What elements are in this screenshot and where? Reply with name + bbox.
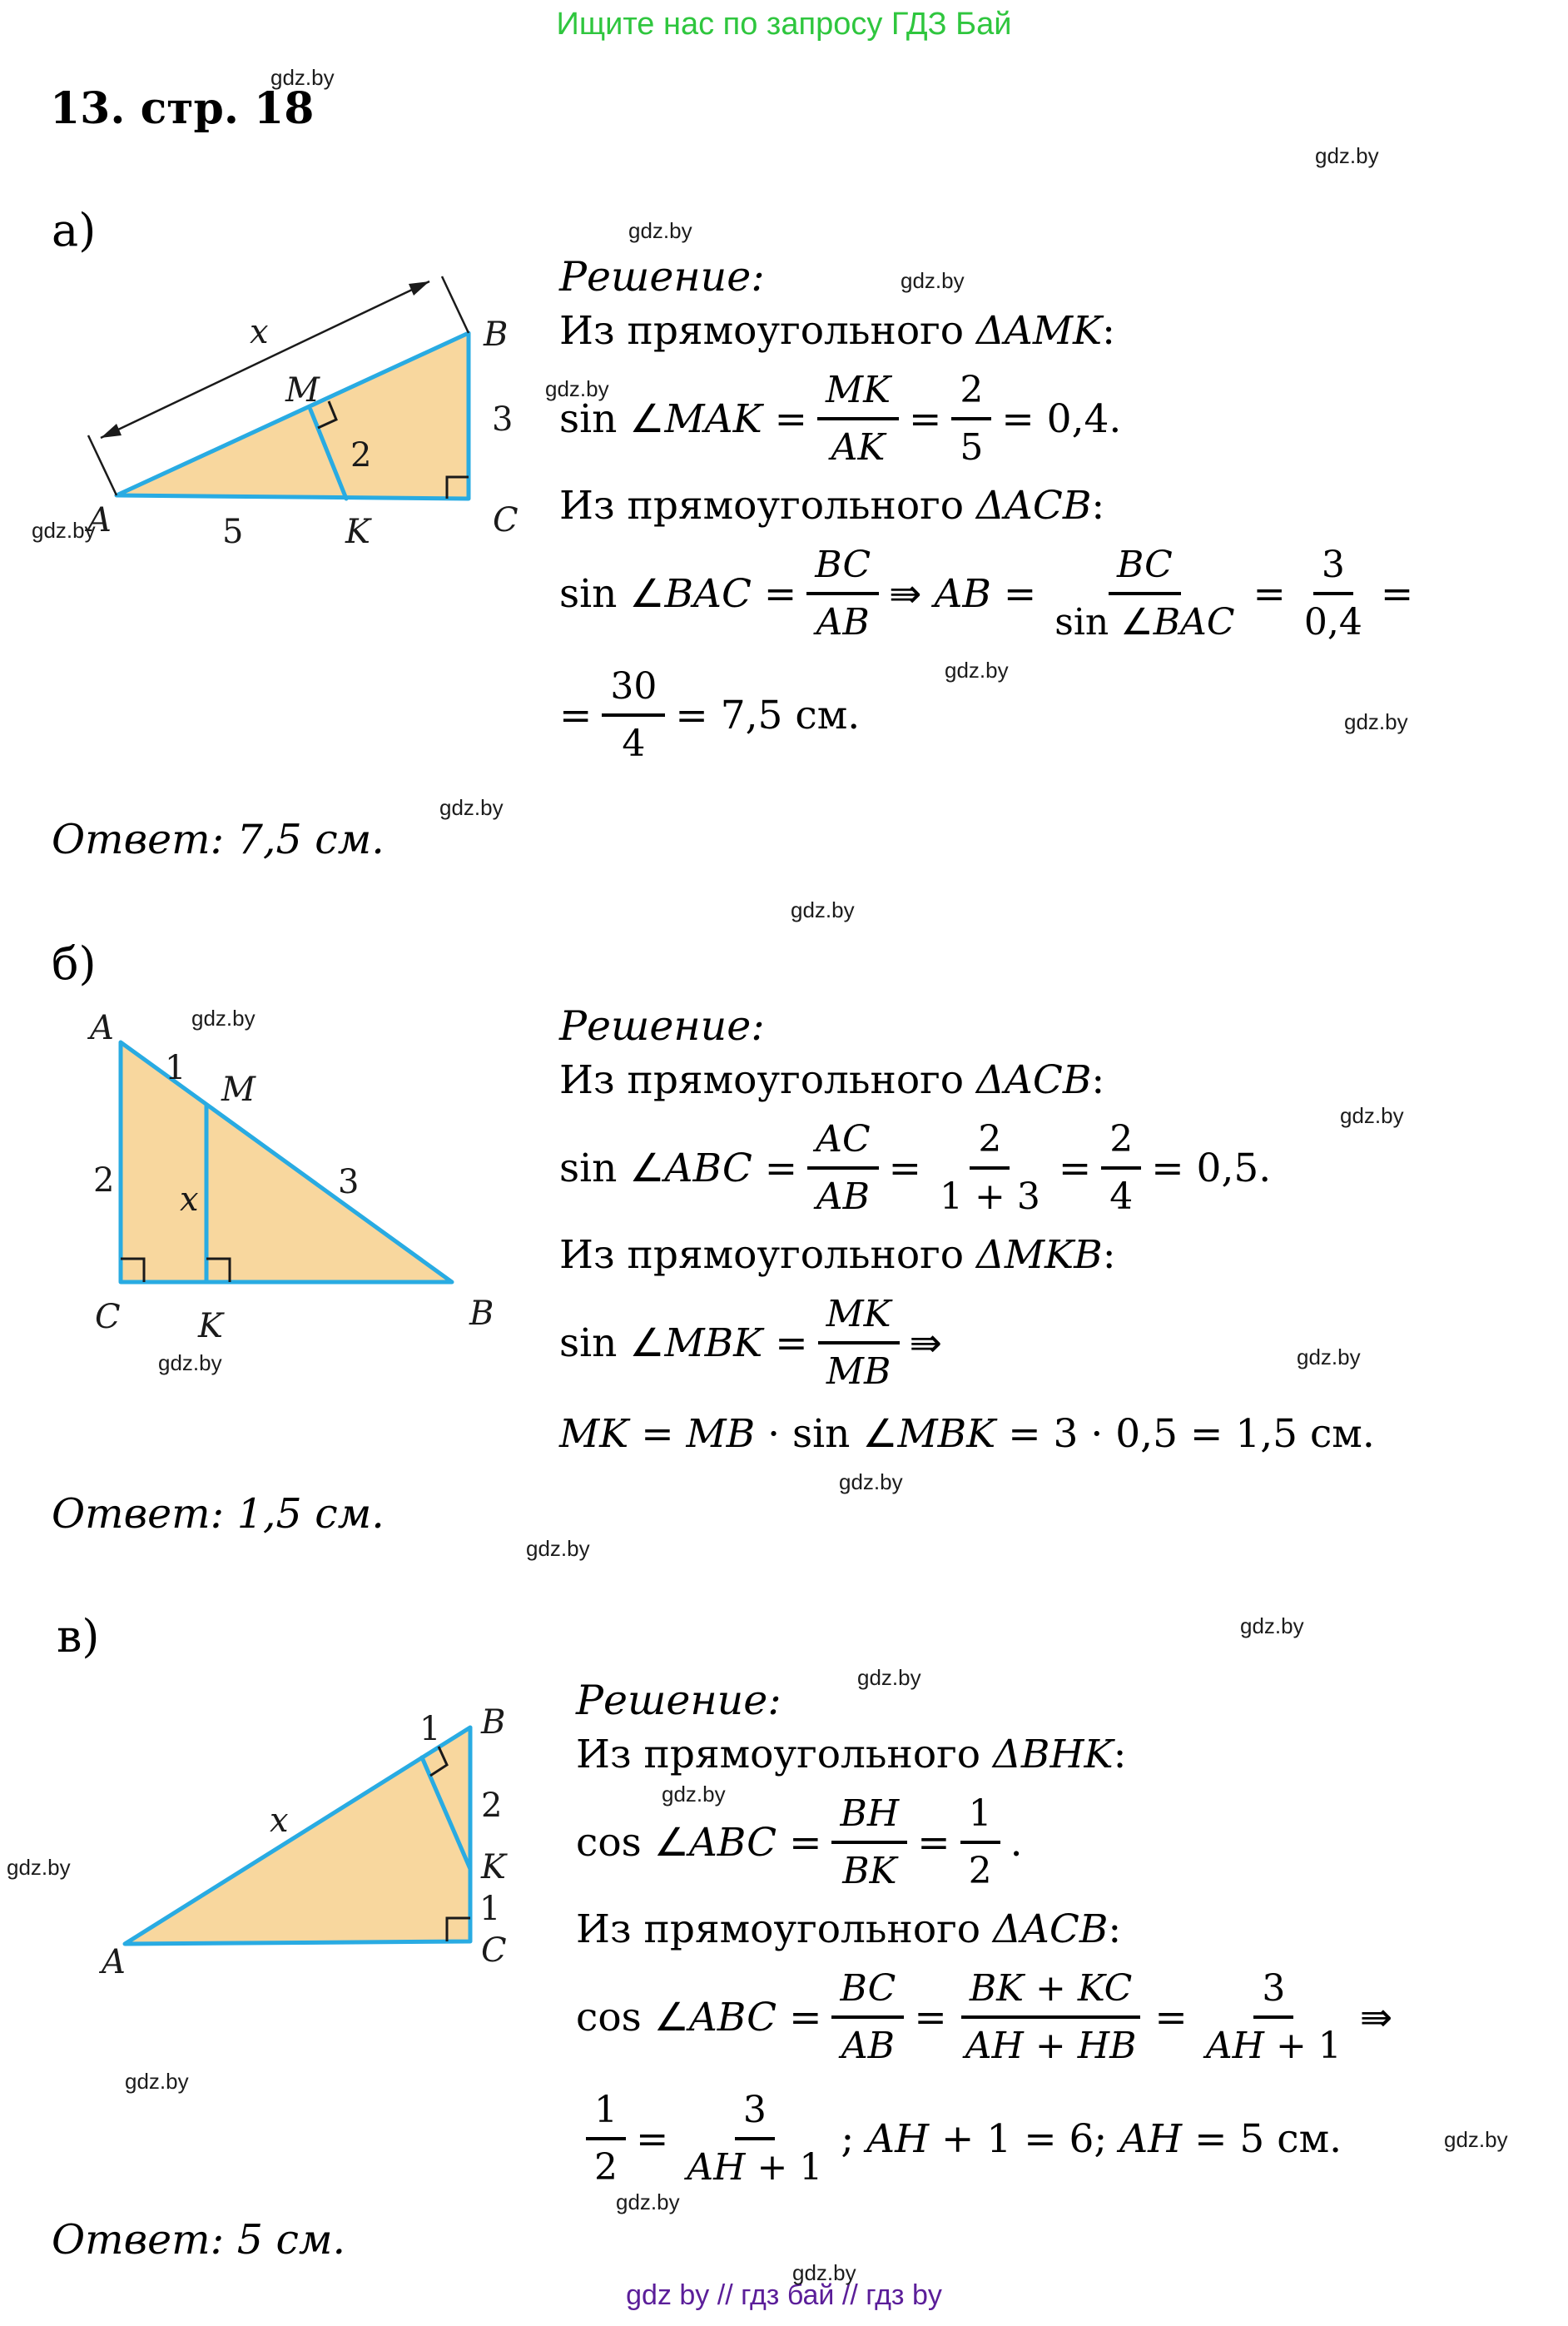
math-symbol: ∠ <box>629 1320 665 1366</box>
diagram-label: K <box>345 513 370 551</box>
fraction-denominator: 4 <box>1109 1175 1134 1218</box>
fraction <box>818 1294 900 1393</box>
fraction-denominator: 2 <box>594 2146 618 2189</box>
diagram-label: 1 <box>419 1710 441 1748</box>
fraction-denominator: 0,4 <box>1303 601 1362 644</box>
solution-formula-line <box>559 654 1558 776</box>
fraction-denominator: MB <box>826 1350 891 1393</box>
diagram-label: A <box>102 1943 126 1981</box>
gdz-watermark: gdz.by <box>1240 1613 1304 1638</box>
diagram-a-triangle <box>79 271 519 553</box>
diagram-b-svg <box>75 999 524 1349</box>
solution-a <box>559 250 1558 776</box>
fraction <box>678 2090 831 2189</box>
fraction-denominator: AB <box>816 601 870 644</box>
diagram-label: 5 <box>222 513 244 551</box>
diagram-v-triangle <box>83 1698 533 1985</box>
solution-heading: Решение: <box>559 253 765 301</box>
fraction <box>951 370 991 469</box>
formula-token: = <box>908 395 942 442</box>
math-symbol: ∠ <box>653 1994 689 2040</box>
diagram-label: C <box>493 501 519 539</box>
math-symbol: ⇛ <box>909 1320 942 1366</box>
solution-text-line: Из прямоугольного ΔACB: <box>576 1906 1122 1952</box>
answer-b: Ответ: 1,5 см. <box>52 1490 385 1538</box>
diagram-label: B <box>484 316 509 354</box>
section-v-label: в) <box>57 1610 100 1662</box>
fraction-numerator: BC <box>806 544 879 595</box>
diagram-label: 2 <box>481 1787 503 1825</box>
gdz-watermark: gdz.by <box>158 1350 222 1375</box>
fraction-numerator: 3 <box>1313 544 1353 595</box>
formula-token: sin ∠ABC = <box>559 1145 798 1191</box>
diagram-label: 2 <box>350 436 372 475</box>
gdz-watermark: gdz.by <box>1344 709 1408 734</box>
gdz-watermark: gdz.by <box>792 2260 856 2285</box>
formula-token: ⇛ AB = <box>889 570 1037 617</box>
gdz-watermark: gdz.by <box>1444 2127 1508 2152</box>
diagram-label: x <box>180 1180 199 1219</box>
math-symbol: ∠ <box>629 1145 665 1191</box>
fraction-denominator: AH + 1 <box>1205 2025 1342 2067</box>
fraction <box>931 1119 1049 1218</box>
gdz-watermark: gdz.by <box>526 1536 590 1561</box>
math-symbol: ∠ <box>629 570 665 617</box>
fraction-numerator: MK <box>817 370 899 420</box>
gdz-watermark: gdz.by <box>125 2069 189 2094</box>
fraction-denominator: 1 + 3 <box>940 1175 1040 1218</box>
formula-token: = 7,5 см. <box>675 692 861 738</box>
formula-token: . <box>1010 1819 1023 1866</box>
triangle-abc <box>117 333 469 499</box>
fraction <box>586 2090 626 2189</box>
fraction <box>806 544 879 644</box>
solution-text-line: Из прямоугольного ΔBHK: <box>576 1732 1127 1777</box>
solution-formula-line <box>576 2078 1568 2199</box>
formula-token <box>1360 1995 1392 2040</box>
fraction <box>1046 544 1243 644</box>
fraction-numerator: 2 <box>1101 1119 1141 1170</box>
formula-token: = <box>636 2115 669 2162</box>
page-title: 13. стр. 18 <box>50 83 315 134</box>
fraction-numerator: BC <box>1109 544 1181 595</box>
diagram-label: 3 <box>492 400 514 439</box>
diagram-label: x <box>250 313 269 351</box>
formula-token: = <box>888 1145 922 1191</box>
gdz-watermark: gdz.by <box>270 65 335 90</box>
solution-formula-line <box>576 1956 1568 2078</box>
diagram-label: B <box>469 1295 494 1333</box>
diagram-label: 1 <box>165 1049 186 1087</box>
fraction-numerator: BK + KC <box>961 1968 1140 2019</box>
arrowhead-right <box>409 281 429 296</box>
diagram-label: x <box>270 1802 289 1840</box>
fraction <box>1296 544 1371 644</box>
fraction-numerator: BC <box>831 1968 904 2019</box>
fraction-numerator: MK <box>818 1294 900 1344</box>
gdz-watermark: gdz.by <box>616 2189 680 2214</box>
solution-text-line: Из прямоугольного ΔAMK: <box>559 308 1115 354</box>
solution-b <box>559 999 1558 1464</box>
diagram-a-svg <box>79 271 519 551</box>
math-symbol: ∠ <box>862 1410 898 1457</box>
math-symbol: ∠ <box>629 395 665 442</box>
diagram-b-triangle <box>75 999 524 1352</box>
solution-heading: Решение: <box>559 1002 765 1050</box>
gdz-watermark: gdz.by <box>662 1782 726 1807</box>
solution-formula-line <box>559 1107 1558 1229</box>
fraction-denominator: BK <box>842 1850 897 1892</box>
solution-text-line: Из прямоугольного ΔACB: <box>559 1057 1105 1103</box>
diagram-v-svg <box>83 1698 533 1981</box>
fraction-numerator: 1 <box>960 1793 1000 1844</box>
fraction <box>831 1968 904 2067</box>
fraction-denominator: 5 <box>960 426 984 469</box>
formula-token: sin ∠BAC = <box>559 570 797 617</box>
solution-text-line: Из прямоугольного ΔACB: <box>559 483 1105 529</box>
gdz-watermark: gdz.by <box>1297 1344 1361 1369</box>
solution-formula-line <box>559 358 1558 480</box>
diagram-label: K <box>481 1848 506 1886</box>
gdz-watermark: gdz.by <box>901 268 965 293</box>
formula-token: MK = MB · sin ∠MBK = 3 · 0,5 = 1,5 см. <box>559 1410 1375 1457</box>
gdz-watermark: gdz.by <box>7 1855 71 1880</box>
diagram-label: M <box>221 1071 256 1109</box>
formula-token: cos ∠ABC = <box>576 1819 822 1866</box>
arrowhead-left <box>101 424 122 438</box>
footer-links: gdz by // гдз бай // гдз by <box>626 2279 942 2311</box>
gdz-watermark: gdz.by <box>1315 143 1379 168</box>
diagram-label: 2 <box>93 1161 115 1200</box>
fraction-denominator: AH + 1 <box>687 2146 823 2189</box>
answer-a: Ответ: 7,5 см. <box>52 816 385 863</box>
formula-token: = 0,5. <box>1151 1145 1272 1191</box>
fraction-numerator: 2 <box>951 370 991 420</box>
tick-at-a <box>88 435 117 495</box>
triangle-abc <box>125 1727 470 1944</box>
diagram-label: 3 <box>338 1163 360 1201</box>
diagram-label: C <box>481 1931 507 1970</box>
fraction-numerator: 30 <box>602 666 665 717</box>
answer-v: Ответ: 5 см. <box>52 2216 346 2264</box>
formula-token: cos ∠ABC = <box>576 1994 822 2040</box>
fraction-numerator: AC <box>807 1119 878 1170</box>
formula-token: = <box>1058 1145 1092 1191</box>
solution-formula-line <box>559 533 1558 654</box>
gdz-watermark: gdz.by <box>32 518 96 543</box>
formula-token: = 0,4. <box>1001 395 1122 442</box>
fraction <box>957 1968 1145 2067</box>
fraction-denominator: AK <box>831 426 886 469</box>
fraction <box>831 1793 907 1892</box>
gdz-watermark: gdz.by <box>628 218 692 243</box>
diagram-label: K <box>198 1307 223 1345</box>
formula-token: = <box>1253 570 1286 617</box>
diagram-label: B <box>481 1703 506 1742</box>
gdz-watermark: gdz.by <box>1340 1103 1404 1128</box>
fraction-denominator: 4 <box>622 723 646 765</box>
formula-token: = <box>1154 1994 1188 2040</box>
diagram-label: M <box>285 371 320 410</box>
diagram-label: C <box>95 1298 121 1336</box>
fraction <box>1101 1119 1141 1218</box>
formula-token: sin ∠MAK = <box>559 395 808 442</box>
solution-formula-line <box>559 1282 1558 1404</box>
fraction <box>960 1793 1000 1892</box>
formula-token: = <box>914 1994 947 2040</box>
gdz-watermark: gdz.by <box>191 1006 256 1031</box>
math-symbol: ⇛ <box>1359 1994 1393 2040</box>
fraction-denominator: AB <box>841 2025 895 2067</box>
fraction <box>602 666 665 765</box>
fraction-denominator: sin ∠BAC <box>1054 601 1235 644</box>
fraction <box>807 1119 878 1218</box>
formula-token: sin ∠MBK = <box>559 1320 808 1366</box>
gdz-watermark: gdz.by <box>545 376 609 401</box>
gdz-watermark: gdz.by <box>857 1665 921 1690</box>
formula-token: = <box>559 692 593 738</box>
fraction-numerator: BH <box>831 1793 907 1844</box>
fraction-denominator: 2 <box>968 1850 992 1892</box>
diagram-label: A <box>90 1009 114 1047</box>
section-a-label: а) <box>52 204 97 256</box>
gdz-watermark: gdz.by <box>839 1469 903 1494</box>
section-b-label: б) <box>52 937 97 990</box>
fraction-denominator: AB <box>816 1175 870 1218</box>
fraction <box>817 370 899 469</box>
formula-token <box>910 1320 942 1366</box>
solution-heading: Решение: <box>576 1677 782 1724</box>
fraction-numerator: 2 <box>970 1119 1010 1170</box>
solution-v <box>576 1673 1568 2199</box>
gdz-watermark: gdz.by <box>791 897 855 922</box>
fraction-denominator: AH + HB <box>965 2025 1137 2067</box>
fraction <box>1198 1968 1350 2067</box>
formula-token: ; AH + 1 = 6; AH = 5 см. <box>841 2115 1342 2162</box>
solution-text-line: Из прямоугольного ΔMKB: <box>559 1232 1116 1278</box>
formula-token: = <box>917 1819 950 1866</box>
formula-token: = <box>1380 570 1414 617</box>
fraction-numerator: 1 <box>586 2090 626 2140</box>
promo-banner: Ищите нас по запросу ГДЗ Бай <box>556 7 1012 42</box>
tick-at-b <box>442 276 469 333</box>
gdz-watermark: gdz.by <box>945 658 1009 683</box>
math-symbol: ∠ <box>1120 601 1154 644</box>
gdz-watermark: gdz.by <box>439 795 504 820</box>
math-symbol: ⇛ <box>889 570 922 617</box>
math-symbol: ∠ <box>653 1819 689 1866</box>
solution-formula-line <box>559 1404 1558 1464</box>
fraction-numerator: 3 <box>1253 1968 1293 2019</box>
diagram-label: 1 <box>479 1890 501 1928</box>
fraction-numerator: 3 <box>735 2090 775 2140</box>
diagram-label: A <box>87 501 112 539</box>
